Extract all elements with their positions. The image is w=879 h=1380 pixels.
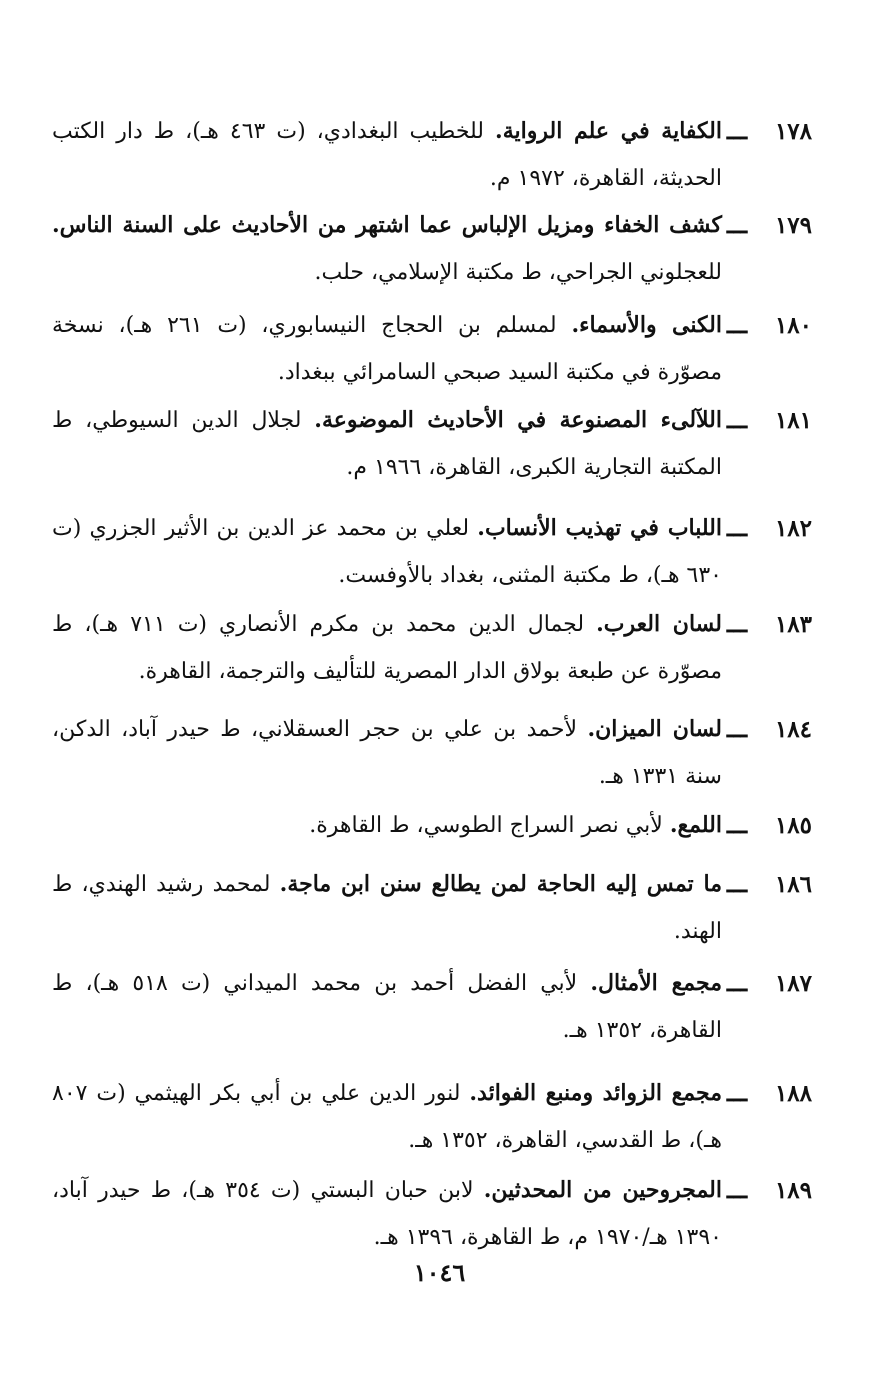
entry-title: مجمع الزوائد ومنبع الفوائد.: [469, 1080, 722, 1106]
bibliography-entry: [52, 861, 812, 960]
entry-number: ١٨١: [774, 407, 812, 434]
entry-details: لجمال الدين محمد بن مكرم الأنصاري (ت ٧١١ هـ)، ط مصوّرة عن طبعة بولاق الدار المصرية للتأليف والترجمة، القاهرة.: [52, 612, 722, 684]
entry-details: لمحمد رشيد الهندي، ط الهند.: [52, 872, 722, 944]
entry-number: ١٧٨: [774, 118, 812, 145]
entry-text: [52, 1167, 722, 1261]
entry-dash: ـــ: [726, 312, 748, 339]
entry-dash: ـــ: [726, 812, 748, 839]
entry-text: [52, 202, 722, 296]
entry-dash: ـــ: [726, 1177, 748, 1204]
bibliography-entry: [52, 397, 812, 505]
bibliography-entry: [52, 960, 812, 1070]
bibliography-entry: [52, 1167, 812, 1263]
entry-text: [52, 960, 722, 1054]
entry-details: للخطيب البغدادي، (ت ٤٦٣ هـ)، ط دار الكتب الحديثة، القاهرة، ١٩٧٢ م.: [52, 119, 722, 191]
entry-text: [52, 1070, 722, 1164]
bibliography-entry: [52, 1070, 812, 1167]
entry-details: لابن حبان البستي (ت ٣٥٤ هـ)، ط حيدر آباد، ١٣٩٠ هـ/١٩٧٠ م، ط القاهرة، ١٣٩٦ هـ.: [52, 1178, 722, 1250]
entry-title: الكفاية في علم الرواية.: [495, 118, 722, 144]
entry-text: [52, 505, 722, 599]
bibliography-entry: [52, 505, 812, 601]
entry-number: ١٨٥: [774, 812, 812, 839]
bibliography-entry: [52, 802, 812, 861]
entry-text: [52, 302, 722, 396]
entry-details: لعلي بن محمد عز الدين بن الأثير الجزري (ت ٦٣٠ هـ)، ط مكتبة المثنى، بغداد بالأوفست.: [52, 516, 722, 588]
entry-text: [52, 802, 722, 849]
entry-dash: ـــ: [726, 515, 748, 542]
entry-number: ١٨٧: [774, 970, 812, 997]
entry-dash: ـــ: [726, 407, 748, 434]
entry-dash: ـــ: [726, 611, 748, 638]
entry-details: لأبي الفضل أحمد بن محمد الميداني (ت ٥١٨ هـ)، ط القاهرة، ١٣٥٢ هـ.: [52, 971, 722, 1043]
entry-title: اللمع.: [669, 812, 722, 838]
entry-number: ١٨٤: [774, 716, 812, 743]
entry-text: [52, 706, 722, 800]
bibliography-entry: [52, 302, 812, 397]
page-number: ١٠٤٦: [413, 1258, 466, 1287]
entry-details: لمسلم بن الحجاج النيسابوري، (ت ٢٦١ هـ)، نسخة مصوّرة في مكتبة السيد صبحي السامرائي ببغداد.: [52, 313, 722, 385]
entry-title: لسان العرب.: [596, 611, 722, 637]
entry-dash: ـــ: [726, 716, 748, 743]
entry-dash: ـــ: [726, 871, 748, 898]
entry-dash: ـــ: [726, 970, 748, 997]
entry-dash: ـــ: [726, 212, 748, 239]
bibliography-list: [52, 108, 812, 1263]
entry-number: ١٨٦: [774, 871, 812, 898]
entry-text: [52, 397, 722, 491]
entry-title: اللباب في تهذيب الأنساب.: [477, 515, 722, 541]
entry-title: لسان الميزان.: [587, 716, 722, 742]
entry-number: ١٨٨: [774, 1080, 812, 1107]
entry-number: ١٨٣: [774, 611, 812, 638]
entry-details: لأبي نصر السراج الطوسي، ط القاهرة.: [309, 813, 670, 838]
entry-number: ١٨٠: [774, 312, 812, 339]
entry-title: مجمع الأمثال.: [590, 970, 723, 996]
entry-text: [52, 861, 722, 955]
entry-dash: ـــ: [726, 1080, 748, 1107]
entry-number: ١٨٩: [774, 1177, 812, 1204]
entry-details: لأحمد بن علي بن حجر العسقلاني، ط حيدر آباد، الدكن، سنة ١٣٣١ هـ.: [52, 717, 722, 789]
entry-text: [52, 108, 722, 202]
entry-dash: ـــ: [726, 118, 748, 145]
bibliography-entry: [52, 202, 812, 302]
entry-text: [52, 601, 722, 695]
entry-number: ١٨٢: [774, 515, 812, 542]
entry-details: لجلال الدين السيوطي، ط المكتبة التجارية الكبرى، القاهرة، ١٩٦٦ م.: [52, 408, 722, 480]
entry-title: المجروحين من المحدثين.: [483, 1177, 722, 1203]
entry-title: اللآلىء المصنوعة في الأحاديث الموضوعة.: [314, 407, 722, 433]
entry-number: ١٧٩: [774, 212, 812, 239]
entry-title: ما تمس إليه الحاجة لمن يطالع سنن ابن ماجة.: [279, 871, 722, 897]
bibliography-entry: [52, 706, 812, 802]
entry-title: كشف الخفاء ومزيل الإلباس عما اشتهر من الأحاديث على السنة الناس.: [52, 212, 722, 238]
entry-title: الكنى والأسماء.: [571, 312, 722, 338]
bibliography-entry: [52, 108, 812, 202]
entry-details: للعجلوني الجراحي، ط مكتبة الإسلامي، حلب.: [314, 260, 722, 285]
bibliography-entry: [52, 601, 812, 706]
entry-details: لنور الدين علي بن أبي بكر الهيثمي (ت ٨٠٧ هـ)، ط القدسي، القاهرة، ١٣٥٢ هـ.: [52, 1081, 722, 1153]
